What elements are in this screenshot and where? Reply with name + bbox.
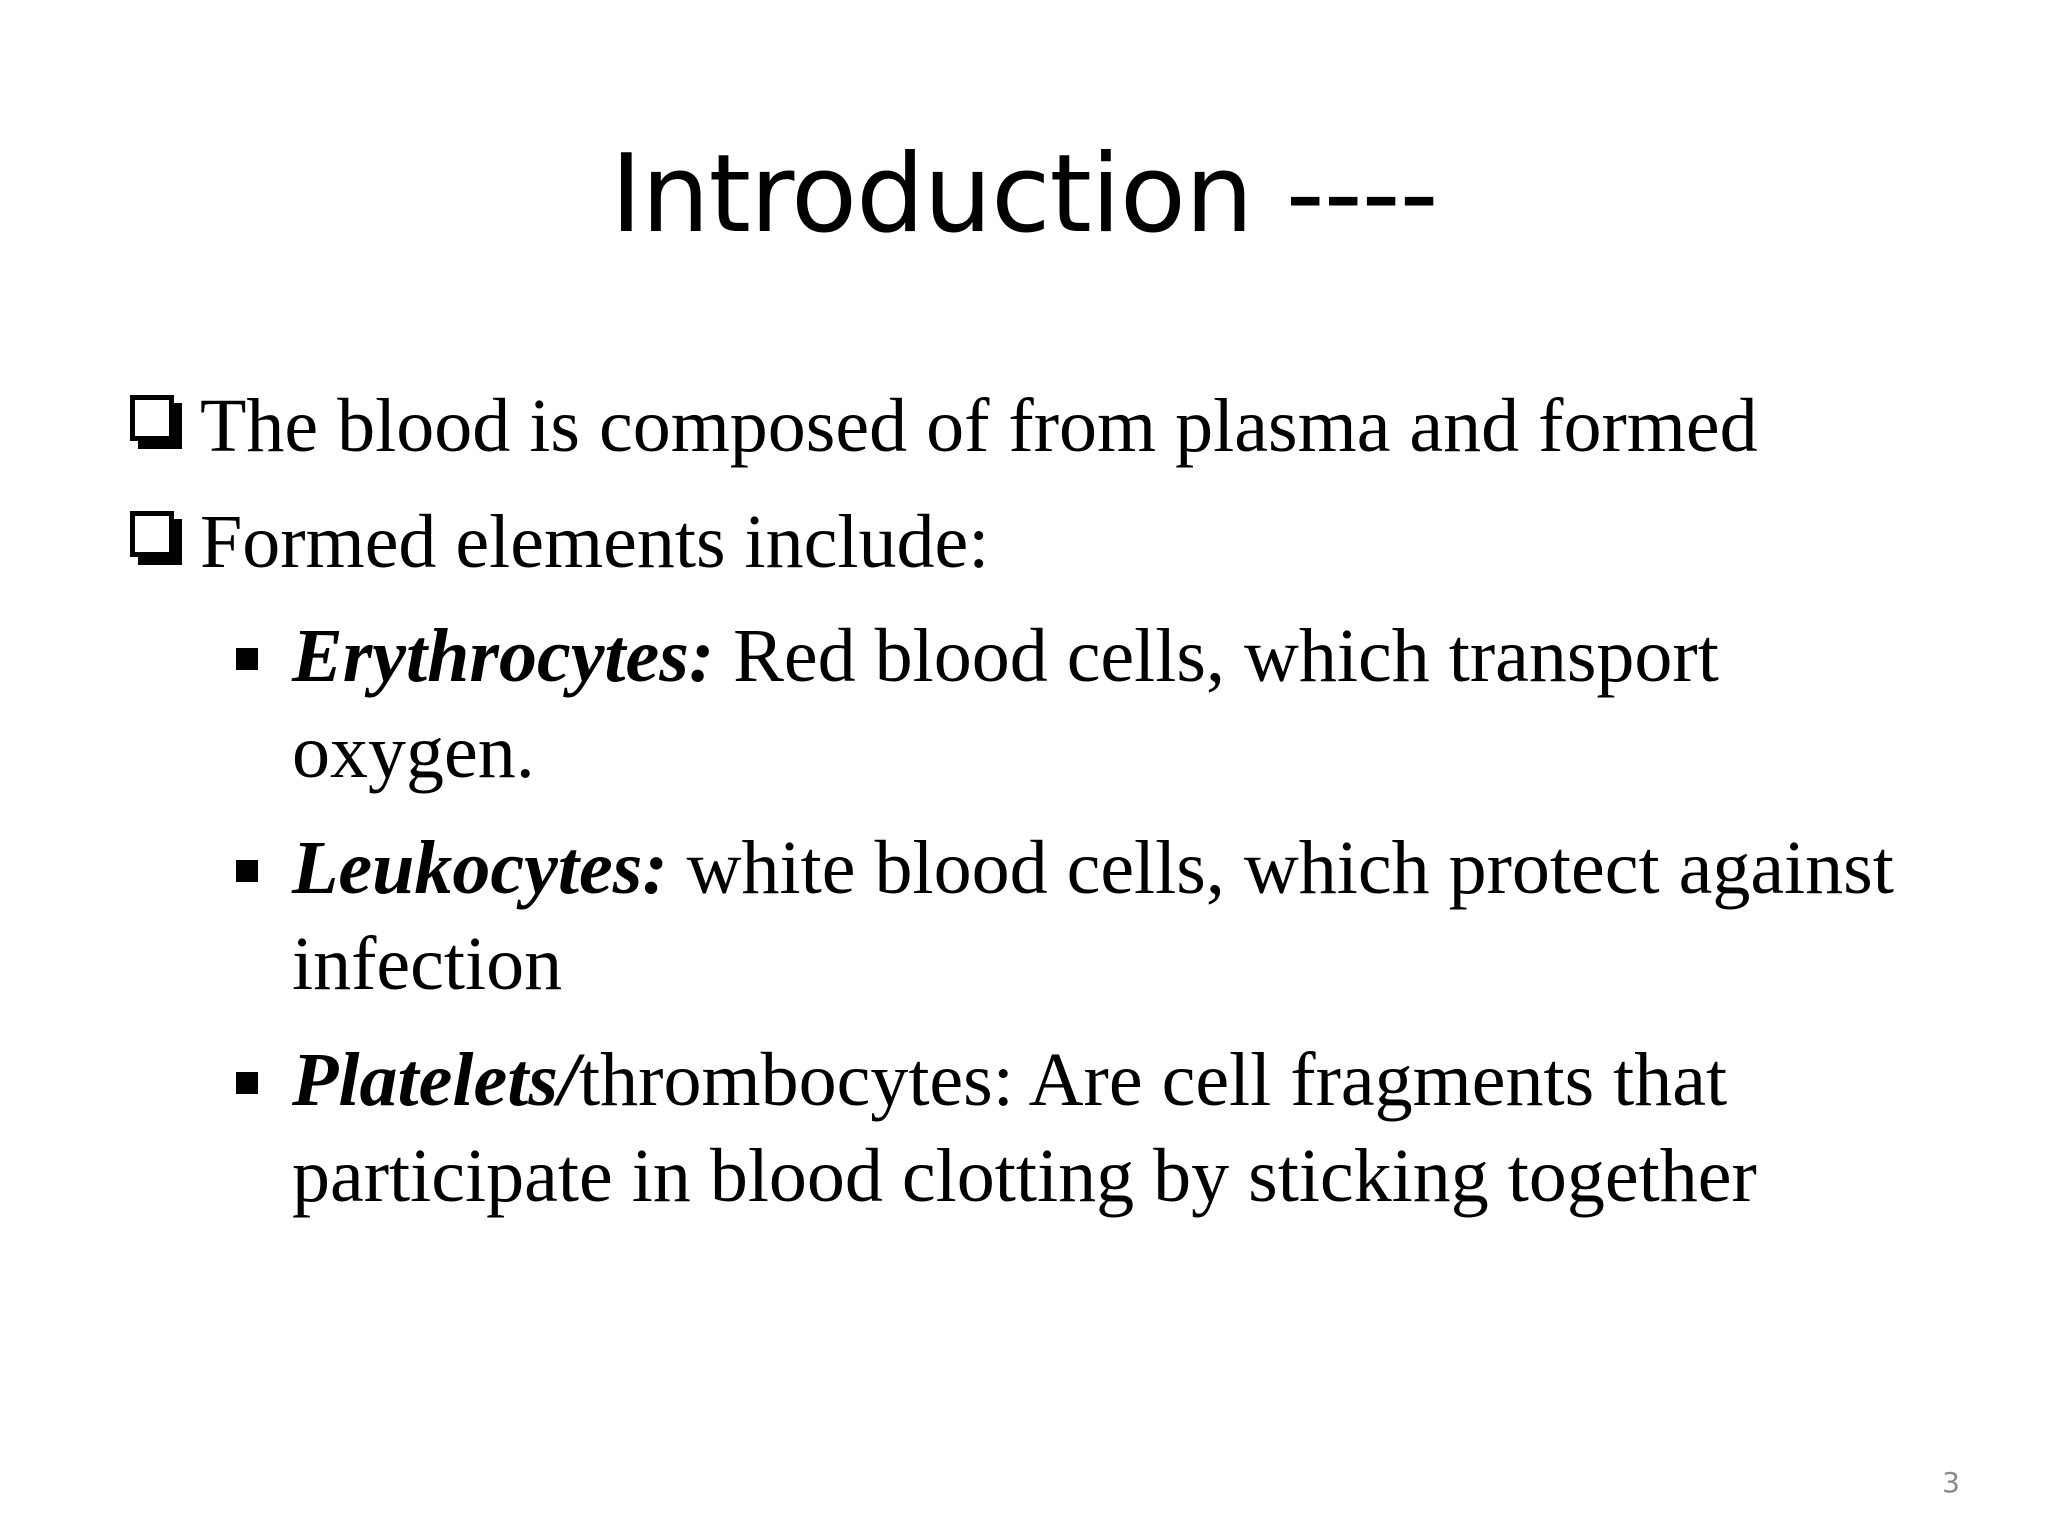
bullet-text: The blood is composed of from plasma and formed (200, 384, 1758, 468)
page-number: 3 (1942, 1466, 1960, 1499)
square-bullet-icon (236, 1072, 258, 1094)
sub-bullet-text (292, 820, 1932, 1012)
sub-bullet-text (292, 608, 1932, 800)
term-label: Leukocytes: (292, 826, 668, 910)
term-description: Red blood cells, which transport oxygen. (292, 614, 1719, 794)
bullet-item (130, 378, 1930, 474)
bullet-item (130, 494, 1930, 590)
term-description: white blood cells, which protect against infection (292, 826, 1894, 1006)
term-label: Platelets/ (292, 1038, 580, 1122)
square-bullet-icon (236, 860, 258, 882)
square-bullet-icon (236, 648, 258, 670)
checkbox-icon (130, 395, 184, 455)
term-label: Erythrocytes: (292, 614, 715, 698)
checkbox-icon (130, 511, 184, 571)
term-description: thrombocytes: Are cell fragments that participate in blood clotting by sticking together (292, 1038, 1757, 1218)
sub-bullet-text (292, 1032, 1932, 1224)
bullet-text: Formed elements include: (200, 500, 990, 584)
slide-title: Introduction ---- (610, 132, 1438, 257)
